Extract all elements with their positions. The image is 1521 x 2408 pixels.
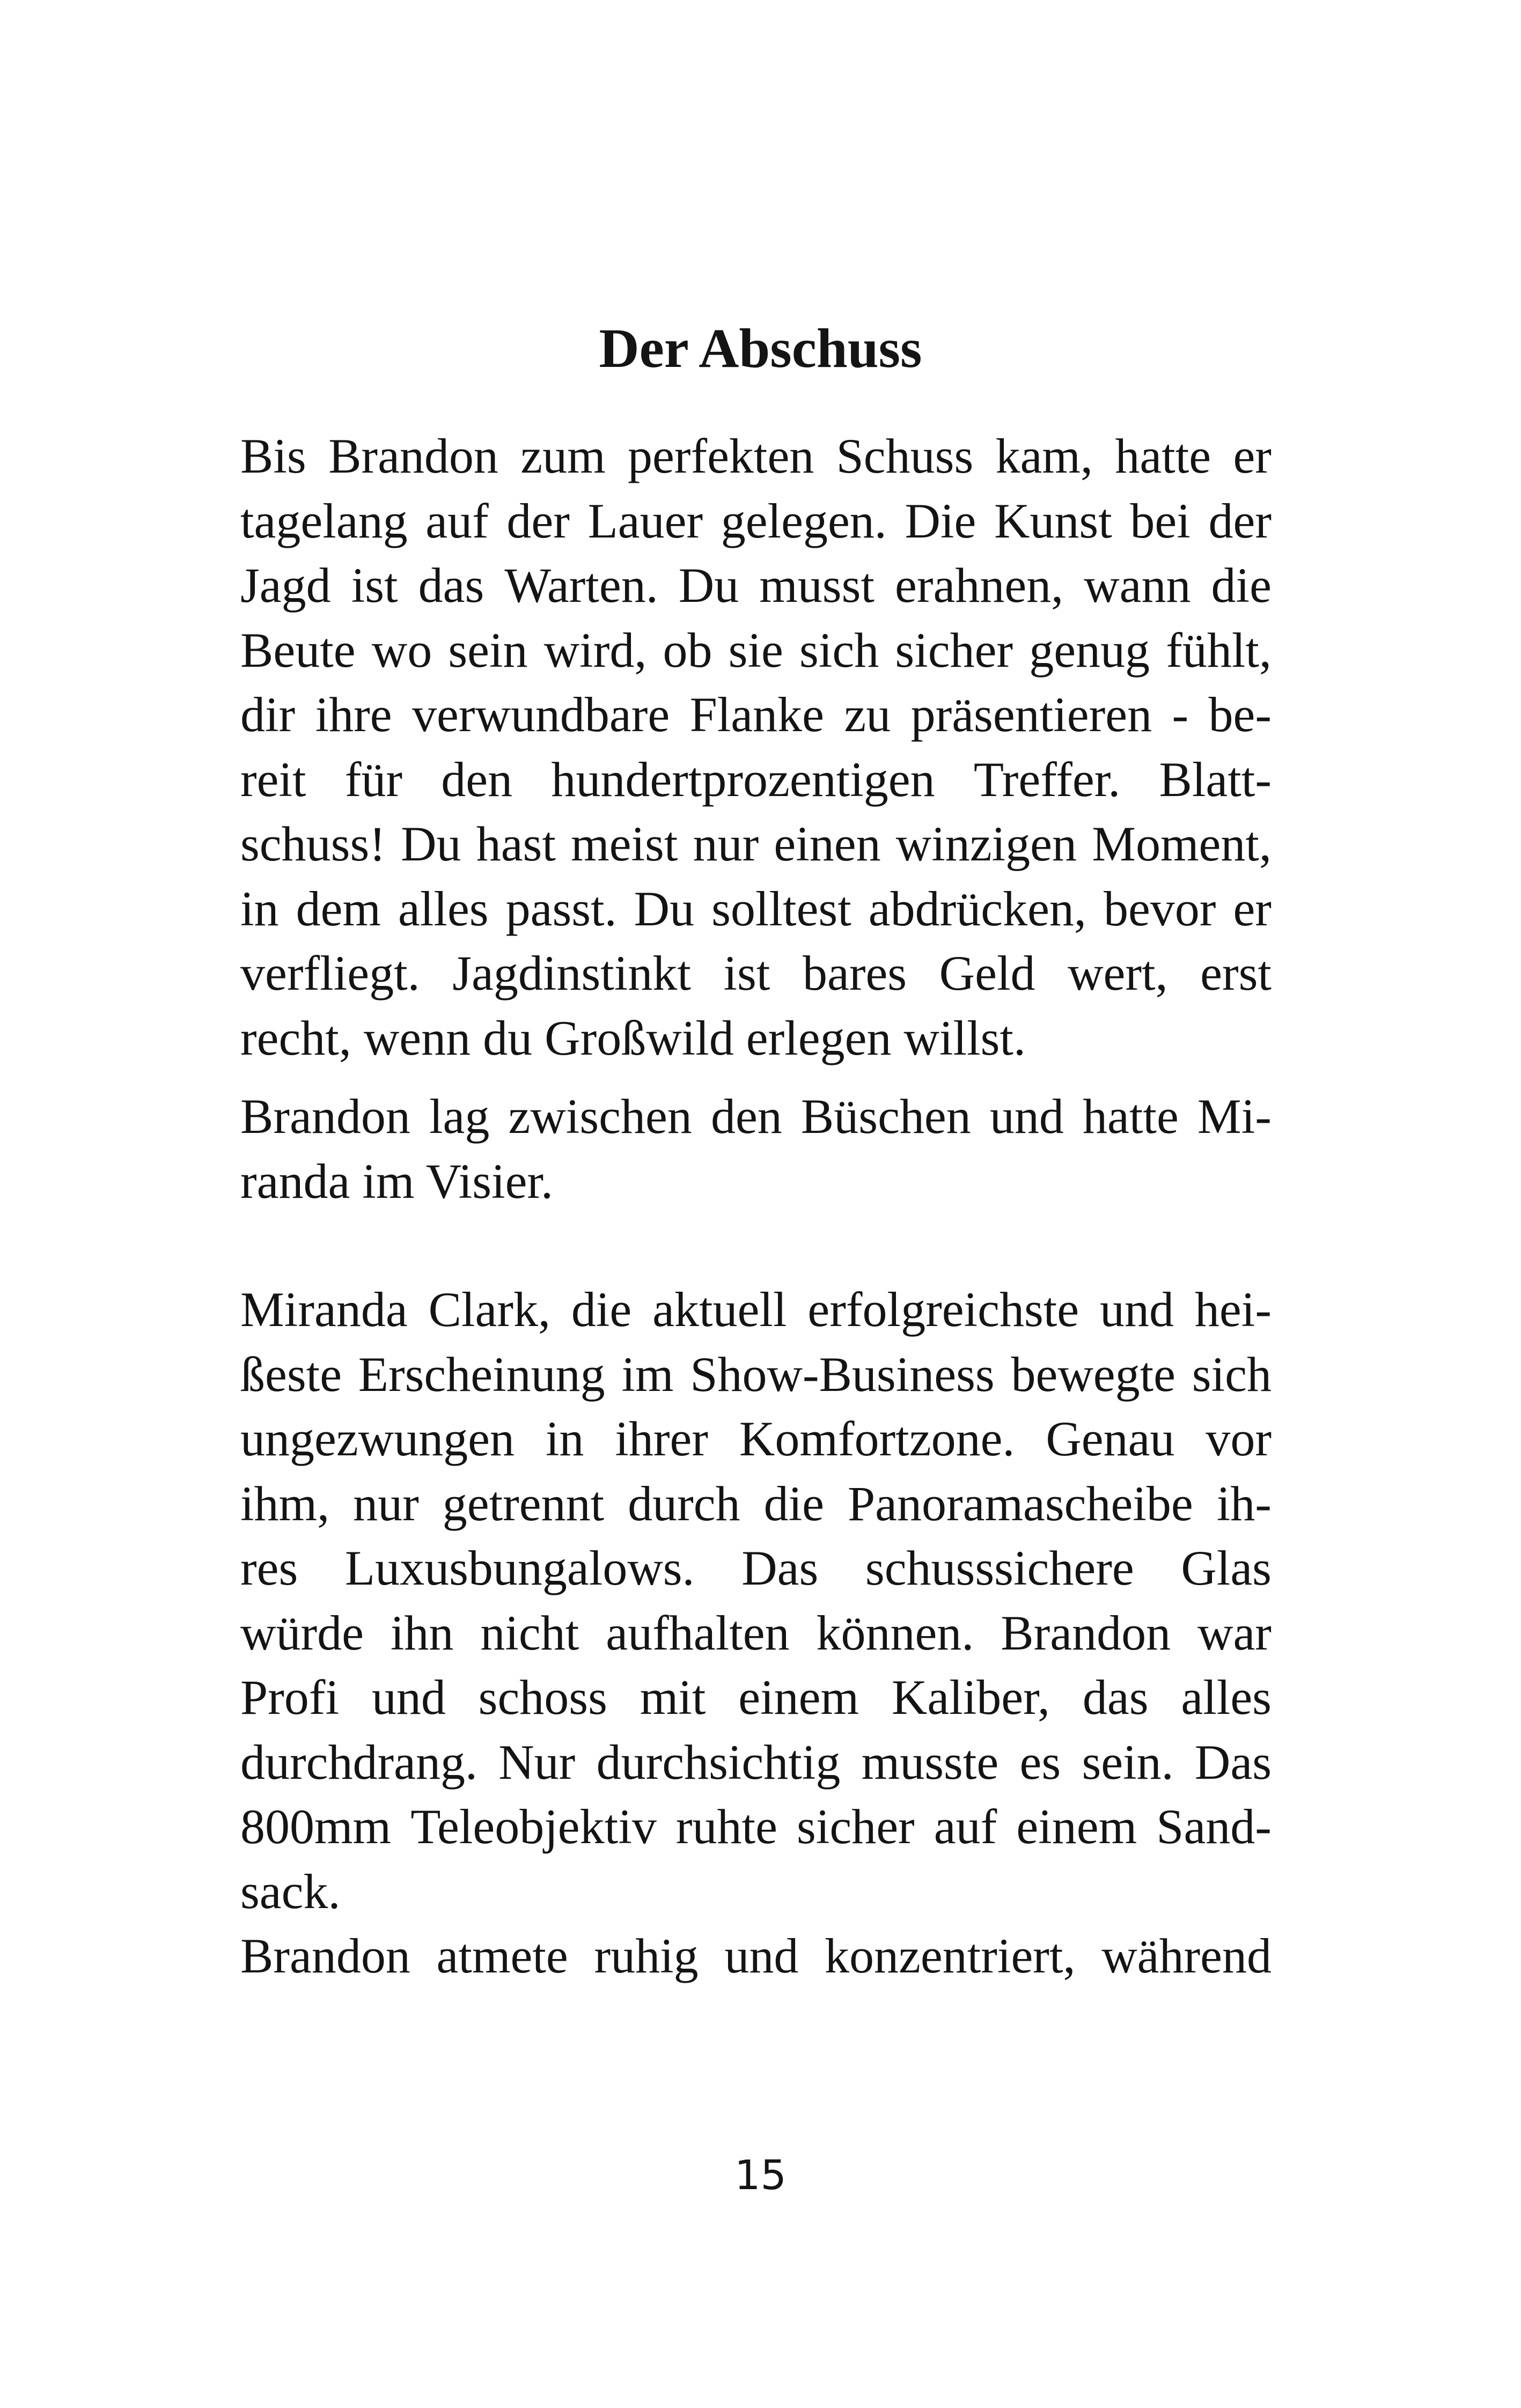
text-line: res Luxusbungalows. Das schusssichere Glas	[240, 1541, 1272, 1595]
text-line: recht, wenn du Großwild erlegen willst.	[240, 1010, 1026, 1065]
text-line: tagelang auf der Lauer gelegen. Die Kunst bei der	[240, 493, 1272, 548]
text-line: Brandon lag zwischen den Büschen und hatte Mi-	[240, 1089, 1272, 1144]
text-line: Bis Brandon zum perfekten Schuss kam, hatte er	[240, 429, 1272, 483]
paragraph-2	[240, 1084, 1272, 1213]
text-line: dir ihre verwundbare Flanke zu präsentieren - be-	[240, 687, 1272, 742]
text-line: 800mm Teleobjektiv ruhte sicher auf einem Sand-	[240, 1799, 1272, 1854]
page-number: 15	[734, 2151, 787, 2199]
paragraph-3	[240, 1277, 1272, 1989]
text-line: Jagd ist das Warten. Du musst erahnen, wann die	[240, 558, 1272, 613]
text-line: in dem alles passt. Du solltest abdrücken, bevor er	[240, 881, 1272, 936]
text-line: randa im Visier.	[240, 1153, 553, 1209]
paragraph-1	[240, 424, 1272, 1070]
text-line: Miranda Clark, die aktuell erfolgreichste und hei-	[240, 1282, 1272, 1337]
text-line: ungezwungen in ihrer Komfortzone. Genau vor	[240, 1411, 1272, 1466]
text-line: sack.	[240, 1864, 341, 1919]
text-line: schuss! Du hast meist nur einen winzigen Moment,	[240, 816, 1272, 871]
text-line: ßeste Erscheinung im Show-Business bewegte sich	[240, 1346, 1272, 1402]
text-line: würde ihn nicht aufhalten können. Brandon war	[240, 1605, 1272, 1660]
text-line: Beute wo sein wird, ob sie sich sicher genug fühlt,	[240, 622, 1272, 678]
chapter-title: Der Abschuss	[599, 317, 922, 379]
text-line: durchdrang. Nur durchsichtig musste es sein. Das	[240, 1734, 1272, 1790]
text-line: Brandon atmete ruhig und konzentriert, während	[240, 1928, 1272, 1983]
text-line: Profi und schoss mit einem Kaliber, das alles	[240, 1670, 1272, 1725]
text-line: reit für den hundertprozentigen Treffer. Blatt-	[240, 752, 1272, 807]
text-line: verfliegt. Jagdinstinkt ist bares Geld wert, erst	[240, 946, 1272, 1000]
text-line: ihm, nur getrennt durch die Panoramascheibe ih-	[240, 1476, 1272, 1531]
